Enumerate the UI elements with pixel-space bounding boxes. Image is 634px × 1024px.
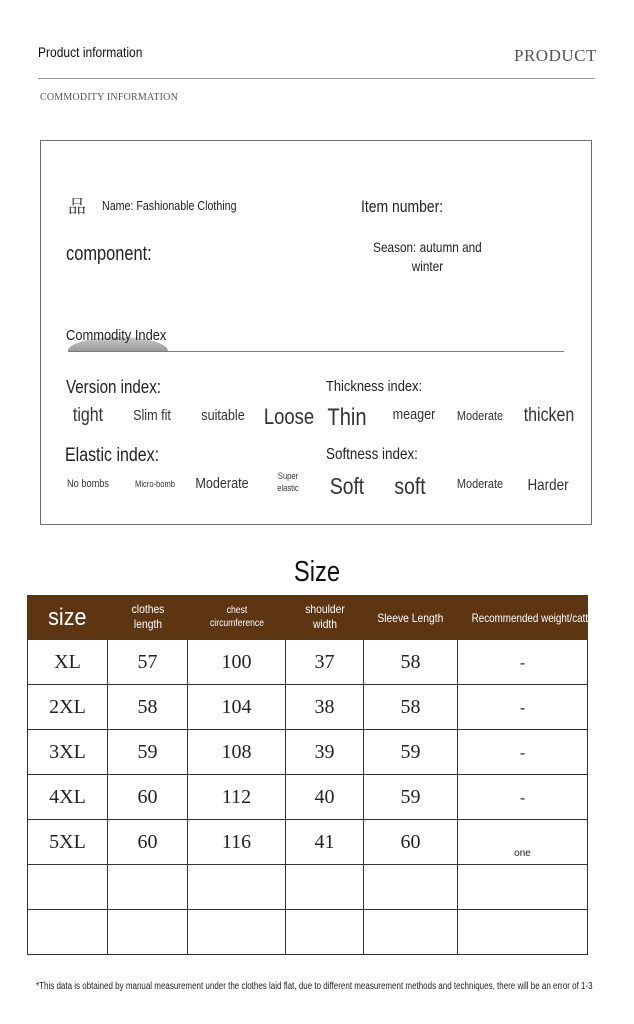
cell-sleeve: 58 [364,685,458,730]
cell-shoulder [286,910,364,955]
version-option-tight: tight [72,405,104,426]
cell-size: 4XL [28,775,108,820]
cell-clothes-length: 60 [108,820,188,865]
elastic-option-no-bombs: No bombs [66,478,110,490]
version-option-slim-fit: Slim fit [133,407,171,424]
season: Season: autumn and winter [373,239,482,274]
cell-shoulder: 41 [286,820,364,865]
cell-weight [458,910,588,955]
cell-shoulder: 37 [286,640,364,685]
version-option-loose: Loose [263,404,315,429]
cell-chest [188,910,286,955]
header-sleeve-length: Sleeve Length [364,595,458,640]
version-index-label: Version index: [66,377,161,397]
cell-chest: 104 [188,685,286,730]
elastic-option-micro-bomb: Micro-bomb [135,479,175,489]
measurement-footnote: *This data is obtained by manual measurement under the clothes laid flat, due to different measurement methods and techniques, there will be an error of 1-3 [36,981,593,992]
product-name: Name: Fashionable Clothing [102,198,237,213]
cell-weight: - [458,730,588,775]
elastic-option-super-elastic: Super elastic [277,471,299,493]
table-row [28,685,588,730]
cell-weight: - [458,685,588,730]
header-size: size [28,595,108,640]
cell-size [28,910,108,955]
softness-option-soft-lower: soft [394,473,426,499]
softness-option-harder: Harder [527,477,569,494]
cell-sleeve [364,865,458,910]
cell-sleeve [364,910,458,955]
cell-weight: - [458,775,588,820]
commodity-index-title: Commodity Index [66,327,167,344]
cell-shoulder: 38 [286,685,364,730]
table-row [28,730,588,775]
cell-chest: 108 [188,730,286,775]
table-row [28,820,588,865]
thickness-index-label: Thickness index: [326,378,423,395]
cell-weight: one [458,820,588,865]
size-table-header-row [28,595,588,640]
cell-chest: 100 [188,640,286,685]
cell-size: 5XL [28,820,108,865]
header-chest-circumference: chest circumference [188,595,286,640]
header-recommended-weight: Recommended weight/cattie [458,595,588,640]
softness-option-moderate: Moderate [456,476,504,491]
product-information-title: Product information [38,44,143,60]
elastic-index-label: Elastic index: [65,445,160,466]
cell-shoulder: 40 [286,775,364,820]
item-number: Item number: [361,197,444,216]
size-chart-title: Size [293,556,341,588]
cell-sleeve: 58 [364,640,458,685]
component: component: [66,243,152,265]
table-row [28,640,588,685]
elastic-option-moderate: Moderate [195,475,249,492]
cell-chest [188,865,286,910]
cell-size: 3XL [28,730,108,775]
softness-index-label: Softness index: [326,446,418,463]
header-divider [38,78,595,79]
cell-sleeve: 59 [364,730,458,775]
cell-shoulder: 39 [286,730,364,775]
cell-weight [458,865,588,910]
cell-clothes-length: 59 [108,730,188,775]
cell-size [28,865,108,910]
cell-sleeve: 59 [364,775,458,820]
cell-chest: 112 [188,775,286,820]
header-clothes-length: clothes length [108,595,188,640]
product-glyph-icon: 品 [68,197,86,217]
cell-clothes-length [108,865,188,910]
size-table [27,595,596,955]
table-row [28,775,588,820]
cell-sleeve: 60 [364,820,458,865]
cell-clothes-length: 58 [108,685,188,730]
cell-weight: - [458,640,588,685]
commodity-information-subtitle: COMMODITY INFORMATION [40,92,178,103]
version-option-suitable: suitable [201,407,245,424]
product-heading: PRODUCT [514,46,597,65]
cell-clothes-length: 60 [108,775,188,820]
table-row [28,865,588,910]
cell-clothes-length: 57 [108,640,188,685]
table-row [28,910,588,955]
commodity-index-divider [68,351,564,352]
cell-size: XL [28,640,108,685]
thickness-option-meager: meager [392,406,436,423]
header-shoulder-width: shoulder width [286,595,364,640]
cell-clothes-length [108,910,188,955]
cell-shoulder [286,865,364,910]
thickness-option-moderate: Moderate [456,408,504,423]
softness-option-soft: Soft [329,473,365,499]
thickness-option-thin: Thin [327,404,367,431]
thickness-option-thicken: thicken [523,405,575,426]
cell-size: 2XL [28,685,108,730]
cell-chest: 116 [188,820,286,865]
